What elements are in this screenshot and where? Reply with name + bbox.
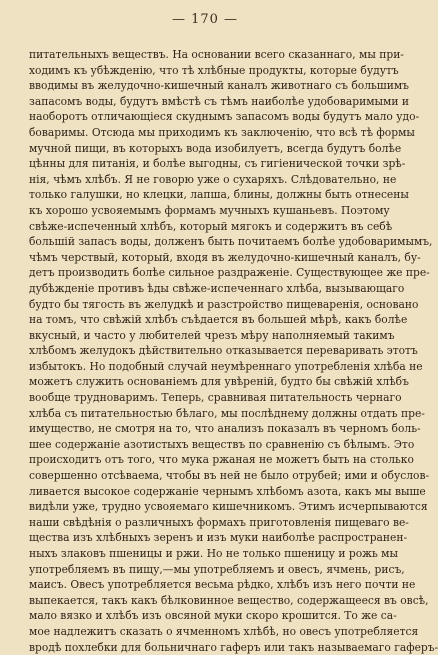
text-line: наши свѣдѣнія о различныхъ формахъ приготовленія пищеваго ве-	[29, 515, 409, 529]
text-line: ныхъ злаковъ пшеницы и ржи. Но не только пшеницу и рожь мы	[29, 547, 399, 560]
text-line: мучной пищи, въ которыхъ вода изобилуетъ, всегда будутъ болѣе	[29, 141, 402, 155]
text-line: только галушки, но клецки, лапша, блины, должны быть отнесены	[29, 188, 409, 202]
text-line: избытокъ. Но подобный случай неумѣреннаго употребленія хлѣба не	[29, 359, 423, 373]
text-line: выпекается, такъ какъ бѣлковинное вещество, содержащееся въ овсѣ,	[29, 593, 429, 607]
text-line: детъ производить болѣе сильное раздраженіе. Существующее же пре-	[29, 266, 430, 280]
text-line: наоборотъ отличающіеся скуднымъ запасомъ воды будутъ мало удо-	[29, 110, 420, 124]
text-line: цѣнны для питанія, и болѣе выгодны, съ гигіенической точки зрѣ-	[29, 157, 406, 171]
text-line: дубѣжденіе противъ ѣды свѣже-испеченнаго хлѣба, вызывающаго	[29, 281, 405, 295]
text-line: вродѣ похлебки для больничнаго гаферъ или такъ называемаго гаферъ-	[29, 640, 438, 654]
text-line: вообще трудноваримъ. Теперь, сравнивая питательность чернаго	[29, 391, 402, 405]
text-line: большій запасъ воды, долженъ быть почитаемъ болѣе удобоваримымъ,	[29, 235, 433, 249]
text-line: шее содержаніе азотистыхъ веществъ по сравненію съ бѣлымъ. Это	[29, 437, 415, 451]
text-line: будто бы тягость въ желудкѣ и разстройство пищеваренія, основано	[29, 297, 419, 311]
text-line: мало вязко и хлѣбъ изъ овсяной муки скоро крошится. То же са-	[29, 609, 397, 623]
text-line: употребляемъ въ пищу,—мы употребляемъ и овесъ, ячмень, рисъ,	[29, 562, 405, 576]
text-line: происходитъ отъ того, что мука ржаная не можетъ быть на столько	[29, 453, 414, 467]
text-line: мое надлежитъ сказать о ячменномъ хлѣбѣ, но овесъ употребляется	[29, 624, 419, 638]
text-line: щества изъ хлѣбныхъ зеренъ и изъ муки наиболѣе распространен-	[29, 531, 408, 545]
text-line: хлѣбомъ желудокъ дѣйствительно отказывается переваривать этотъ	[29, 344, 418, 358]
text-line: чѣмъ черствый, который, входя въ желудочно-кишечный каналъ, бу-	[29, 250, 421, 264]
text-line: совершенно отсѣваема, чтобы въ ней не было отрубей; ими и обуслов-	[29, 469, 430, 483]
text-line: нія, чѣмъ хлѣбъ. Я не говорю уже о сухаряхъ. Слѣдовательно, не	[29, 172, 397, 186]
text-line: маисъ. Овесъ употребляется весьма рѣдко, хлѣбъ изъ него почти не	[29, 578, 416, 592]
text-line: можетъ служить основаніемъ для увѣреній, будто бы свѣжій хлѣбъ	[29, 375, 409, 389]
text-line: вводимы въ желудочно-кишечный каналъ животнаго съ большимъ	[29, 79, 409, 93]
text-line: свѣже-испеченный хлѣбъ, который мягокъ и содержитъ въ себѣ	[29, 219, 393, 233]
text-line: хлѣба съ питательностью бѣлаго, мы послѣднему должны отдать пре-	[29, 406, 425, 420]
body-text	[29, 47, 438, 655]
text-line: видѣли уже, трудно усвояемаго кишечникомъ. Этимъ исчерпываются	[29, 500, 428, 514]
text-line: къ хорошо усвояемымъ формамъ мучныхъ кушаньевъ. Поэтому	[29, 203, 390, 217]
page-number: — 170 —	[171, 12, 239, 27]
text-line: вкусный, и часто у любителей чрезъ мѣру наполняемый такимъ	[29, 328, 395, 342]
text-line: запасомъ воды, будутъ вмѣстѣ съ тѣмъ наиболѣе удобоваримыми и	[29, 94, 409, 108]
text-line: питательныхъ веществъ. На основании всего сказаннаго, мы при-	[29, 48, 404, 61]
text-line: на томъ, что свѣжій хлѣбъ съѣдается въ большей мѣрѣ, какъ болѣе	[29, 313, 408, 327]
text-line: ходимъ къ убѣжденію, что тѣ хлѣбные продукты, которые будутъ	[29, 63, 399, 77]
text-line: боваримы. Отсюда мы приходимъ къ заключенію, что всѣ тѣ формы	[29, 125, 415, 139]
text-line: ливается высокое содержаніе чернымъ хлѣбомъ азота, какъ мы выше	[29, 484, 426, 498]
text-line: имущество, не смотря на то, что анализъ показалъ въ черномъ боль-	[29, 422, 421, 436]
